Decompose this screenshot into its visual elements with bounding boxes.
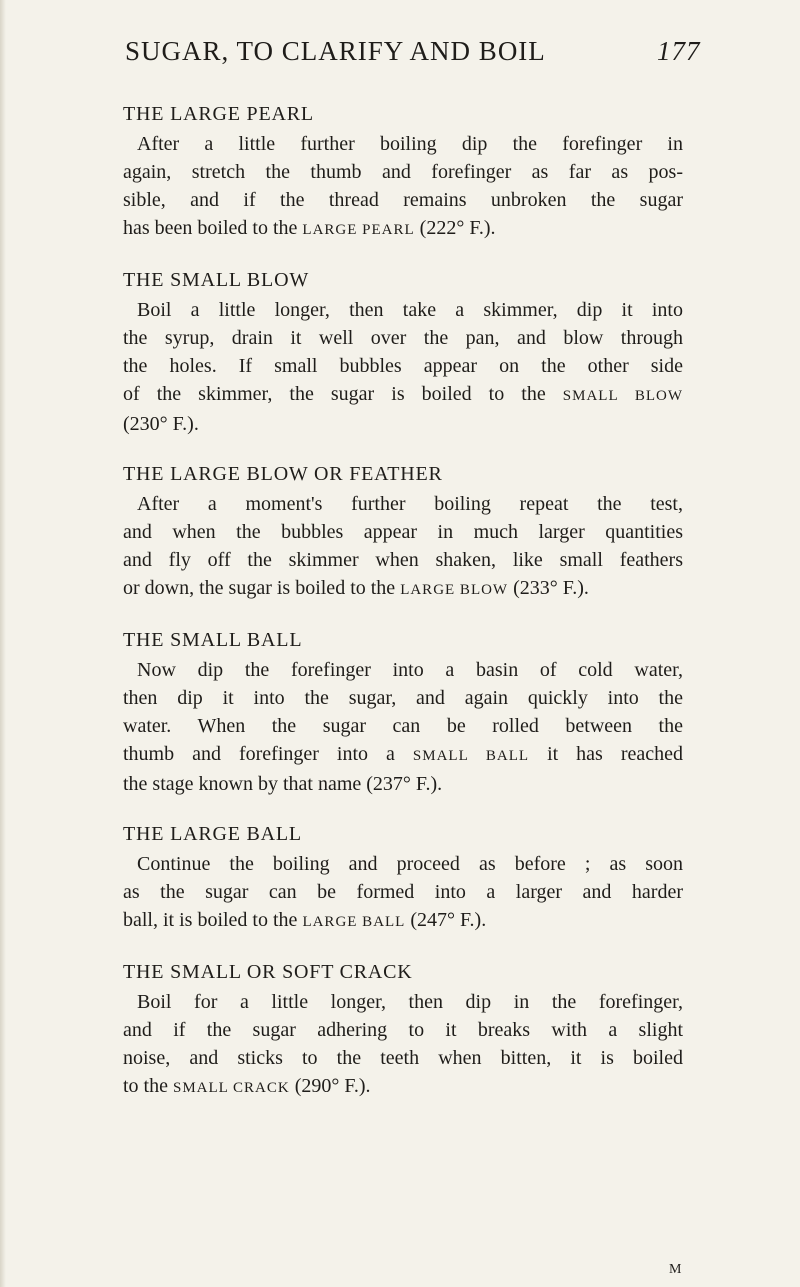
stage-term: LARGE BLOW <box>400 582 509 598</box>
stage-term: SMALL BLOW <box>562 388 683 404</box>
running-head <box>125 36 785 76</box>
line-text: and when the bubbles appear in much larger quantities <box>123 521 683 543</box>
line-text: After a moment's further boiling repeat the test, <box>137 493 683 515</box>
section-heading: THE SMALL BLOW <box>123 269 309 291</box>
recipe-section <box>123 100 683 244</box>
running-head-title: SUGAR, TO CLARIFY AND BOIL <box>125 36 546 66</box>
page-number: 177 <box>657 36 701 66</box>
text-line <box>123 656 683 684</box>
text-line <box>123 988 683 1016</box>
line-text: ball, it is boiled to the <box>123 909 303 931</box>
recipe-section <box>123 266 683 438</box>
line-text-after: (233° F.). <box>508 577 589 599</box>
section-paragraph <box>123 490 683 604</box>
line-text: Continue the boiling and proceed as before ; as soon <box>137 853 683 875</box>
stage-term: SMALL BALL <box>412 748 530 764</box>
section-heading: THE LARGE PEARL <box>123 103 314 125</box>
section-paragraph <box>123 656 683 798</box>
text-line <box>123 740 683 770</box>
page-body <box>123 100 683 1124</box>
line-text: and if the sugar adhering to it breaks with a slight <box>123 1019 683 1041</box>
recipe-section <box>123 626 683 798</box>
text-line <box>123 490 683 518</box>
section-paragraph <box>123 130 683 244</box>
text-line <box>123 770 683 798</box>
line-text-after: (222° F.). <box>414 217 496 239</box>
section-paragraph <box>123 296 683 438</box>
line-text: the stage known by that name (237° F.). <box>123 773 443 795</box>
text-line <box>123 324 683 352</box>
line-text-after: (290° F.). <box>289 1075 371 1097</box>
text-line <box>123 1044 683 1072</box>
line-text: After a little further boiling dip the forefinger in <box>137 133 683 155</box>
page-edge-shadow <box>0 0 6 1287</box>
line-text: Now dip the forefinger into a basin of cold water, <box>137 659 683 681</box>
text-line <box>123 352 683 380</box>
line-text: the syrup, drain it well over the pan, and blow through <box>123 327 683 349</box>
text-line <box>123 130 683 158</box>
text-line <box>123 546 683 574</box>
line-text: Boil for a little longer, then dip in the forefinger, <box>137 991 683 1013</box>
text-line <box>123 684 683 712</box>
text-line <box>123 214 683 244</box>
line-text-after: (247° F.). <box>405 909 487 931</box>
stage-term: LARGE PEARL <box>302 222 415 238</box>
recipe-section <box>123 820 683 936</box>
text-line <box>123 906 683 936</box>
recipe-section <box>123 460 683 604</box>
line-text: as the sugar can be formed into a larger and harder <box>123 881 683 903</box>
text-line <box>123 410 683 438</box>
text-line <box>123 518 683 546</box>
line-text: Boil a little longer, then take a skimmer, dip it into <box>137 299 683 321</box>
line-text: again, stretch the thumb and forefinger as far as pos- <box>123 161 683 183</box>
section-paragraph <box>123 850 683 936</box>
text-line <box>123 186 683 214</box>
line-text: of the skimmer, the sugar is boiled to the <box>123 383 563 405</box>
line-text: and fly off the skimmer when shaken, like small feathers <box>123 549 683 571</box>
stage-term: LARGE BALL <box>302 914 406 930</box>
text-line <box>123 850 683 878</box>
text-line <box>123 158 683 186</box>
section-heading: THE LARGE BLOW OR FEATHER <box>123 463 443 485</box>
recipe-section <box>123 958 683 1102</box>
text-line <box>123 878 683 906</box>
text-line <box>123 1016 683 1044</box>
text-line <box>123 1072 683 1102</box>
line-text: the holes. If small bubbles appear on the other side <box>123 355 683 377</box>
line-text: or down, the sugar is boiled to the <box>123 577 401 599</box>
section-paragraph <box>123 988 683 1102</box>
line-text: to the <box>123 1075 173 1097</box>
section-heading: THE LARGE BALL <box>123 823 302 845</box>
line-text: has been boiled to the <box>123 217 303 239</box>
section-heading: THE SMALL BALL <box>123 629 303 651</box>
line-text: sible, and if the thread remains unbroken the sugar <box>123 189 683 211</box>
line-text: water. When the sugar can be rolled between the <box>123 715 683 737</box>
line-text: then dip it into the sugar, and again quickly into the <box>123 687 683 709</box>
section-heading: THE SMALL OR SOFT CRACK <box>123 961 413 983</box>
stage-term: SMALL CRACK <box>173 1080 290 1096</box>
text-line <box>123 380 683 410</box>
signature-mark: M <box>669 1262 683 1277</box>
line-text: (230° F.). <box>123 413 199 435</box>
text-line <box>123 574 683 604</box>
text-line <box>123 296 683 324</box>
text-line <box>123 712 683 740</box>
line-text: thumb and forefinger into a <box>123 743 413 765</box>
line-text-after: it has reached <box>529 743 683 765</box>
line-text: noise, and sticks to the teeth when bitten, it is boiled <box>123 1047 683 1069</box>
